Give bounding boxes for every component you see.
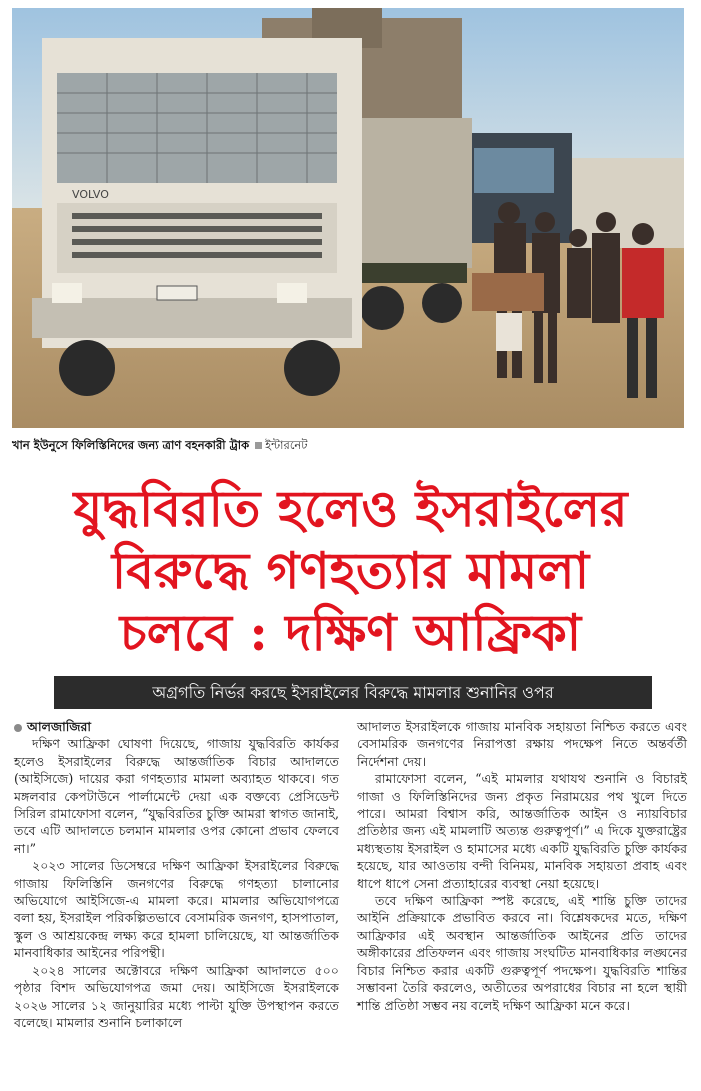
photo-credit: ইন্টারনেট	[265, 438, 308, 452]
aid-trucks-illustration	[12, 8, 684, 428]
paragraph: রামাফোসা বলেন, “এই মামলার যথাযথ শুনানি ও বিচারই গাজা ও ফিলিস্তিনিদের জন্য প্রকৃত নিরাময়ের পথ খুলে দিতে পারে। আমরা বিশ্বাস করি, আন্তর্জাতিক আইন ও ন্যায়বিচার প্রতিষ্ঠার জন্য এই মামলাটি অত্যন্ত গুরুত্বপূর্ণ।” এ দিকে যুক্তরাষ্ট্রের মধ্যস্থতায় ইসরাইল ও হামাসের মধ্যে একটি যুদ্ধবিরতি চুক্তি কার্যকর হয়েছে, যার আওতায় বন্দী বিনিময়, মানবিক সহায়তা প্রবাহ এবং ধাপে ধাপে সেনা প্রত্যাহারের ব্যবস্থা নেয়া হয়েছে।	[357, 771, 687, 891]
square-bullet-icon	[255, 442, 262, 449]
caption-text: খান ইউনুসে ফিলিস্তিনিদের জন্য ত্রাণ বহনকারী ট্রাক	[12, 438, 250, 452]
paragraph: তবে দক্ষিণ আফ্রিকা স্পষ্ট করেছে, এই শান্তি চুক্তি তাদের আইনি প্রক্রিয়াকে প্রভাবিত করবে না। বিশ্লেষকদের মতে, দক্ষিণ আফ্রিকার এই অবস্থান আন্তর্জাতিক আইনের প্রতি তাদের অঙ্গীকারের প্রতিফলন এবং গাজায় সংঘটিত মানবাধিকার লঙ্ঘনের বিচার নিশ্চিত করার একটি গুরুত্বপূর্ণ পদক্ষেপ। যুদ্ধবিরতি শান্তির সম্ভাবনা তৈরি করলেও, অতীতের অপরাধের বিচার না হলে স্থায়ী শান্তি প্রতিষ্ঠা সম্ভব নয় বলেই দক্ষিণ আফ্রিকা মনে করে।	[357, 893, 687, 1013]
headline-line-3: চলবে : দক্ষিণ আফ্রিকা	[119, 603, 582, 662]
headline-line-1: যুদ্ধবিরতি হলেও ইসরাইলের	[73, 479, 628, 538]
article-column-right	[357, 718, 687, 1014]
headline-line-2: বিরুদ্ধে গণহত্যার মামলা	[111, 541, 590, 600]
source-line	[14, 718, 339, 735]
paragraph: আদালত ইসরাইলকে গাজায় মানবিক সহায়তা নিশ্চিত করতে এবং বেসামরিক জনগণের নিরাপত্তা রক্ষায় পদক্ষেপ নিতে অন্তর্বর্তী নির্দেশনা দেয়।	[357, 719, 687, 769]
news-photo	[12, 8, 684, 428]
article-column-left	[14, 718, 339, 1031]
paragraph: ২০২৩ সালের ডিসেম্বরে দক্ষিণ আফ্রিকা ইসরাইলের বিরুদ্ধে গাজায় ফিলিস্তিনি জনগণের বিরুদ্ধে গণহত্যা চালানোর অভিযোগে আইসিজে-এ মামলা করে। মামলার অভিযোগপত্রে বলা হয়, ইসরাইল পরিকল্পিতভাবে বেসামরিক জনগণ, হাসপাতাল, স্কুল ও আশ্রয়কেন্দ্র লক্ষ্য করে হামলা চালিয়েছে, যা আন্তর্জাতিক মানবাধিকার আইনের পরিপন্থী।	[14, 858, 339, 961]
headline	[0, 478, 701, 664]
photo-caption	[12, 437, 308, 456]
paragraph: দক্ষিণ আফ্রিকা ঘোষণা দিয়েছে, গাজায় যুদ্ধবিরতি কার্যকর হলেও ইসরাইলের বিরুদ্ধে আন্তর্জাতিক বিচার আদালতে (আইসিজে) দায়ের করা গণহত্যার মামলা অব্যাহত থাকবে। গত মঙ্গলবার কেপটাউনে পার্লামেন্টে দেয়া এক বক্তব্যে প্রেসিডেন্ট সিরিল রামাফোসা বলেন, “যুদ্ধবিরতির চুক্তি আমরা স্বাগত জানাই, তবে এটি আদালতে চলমান মামলার ওপর কোনো প্রভাব ফেলবে না।”	[14, 736, 339, 856]
bullet-dot-icon	[14, 724, 22, 732]
source-name: আলজাজিরা	[27, 719, 91, 734]
subheadline-bar: অগ্রগতি নির্ভর করছে ইসরাইলের বিরুদ্ধে মামলার শুনানির ওপর	[54, 676, 652, 709]
truck-brand-text: VOLVO	[72, 188, 109, 201]
paragraph: ২০২৪ সালের অক্টোবরে দক্ষিণ আফ্রিকা আদালতে ৫০০ পৃষ্ঠার বিশদ অভিযোগপত্র জমা দেয়। আইসিজে ইসরাইলকে ২০২৬ সালের ১২ জানুয়ারির মধ্যে পাল্টা যুক্তি উপস্থাপন করতে বলেছে। মামলার শুনানি চলাকালে	[14, 962, 339, 1030]
